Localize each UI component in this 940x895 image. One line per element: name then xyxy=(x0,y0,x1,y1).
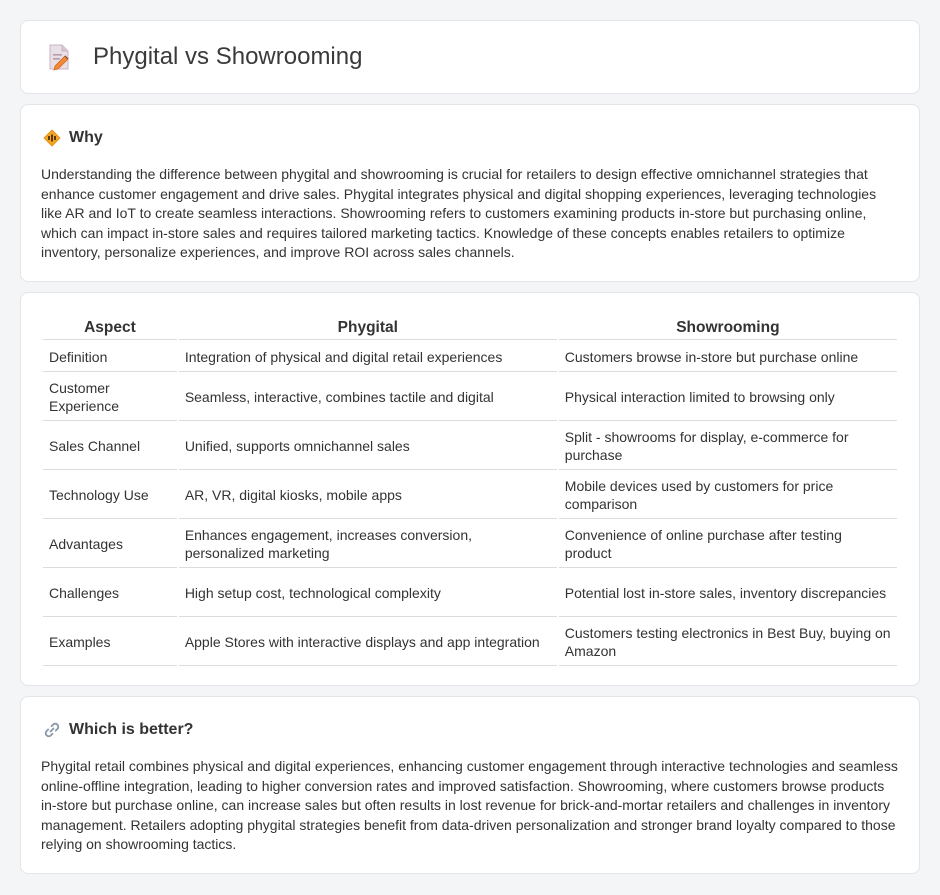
cell-phygital: Enhances engagement, increases conversion, personalized marketing xyxy=(179,521,557,568)
cell-showrooming: Physical interaction limited to browsing only xyxy=(559,374,897,421)
cell-showrooming: Mobile devices used by customers for price comparison xyxy=(559,472,897,519)
why-header xyxy=(43,129,103,147)
document-edit-icon xyxy=(47,43,71,71)
cell-phygital: Unified, supports omnichannel sales xyxy=(179,423,557,470)
cell-aspect: Sales Channel xyxy=(43,423,177,470)
header-phygital: Phygital xyxy=(179,317,557,340)
table-row xyxy=(43,342,897,372)
why-text: Understanding the difference between phygital and showrooming is crucial for retailers to design effective omnichannel strategies that enhance customer engagement and drive sales. Phygital integrates physical and digital shopping experiences, leveraging technologies like AR and IoT to create seamless interactions. Showrooming refers to customers examining products in-store but purchasing online, which can impact in-store sales and requires tailored marketing tactics. Knowledge of these concepts enables retailers to optimize inventory, personalize experiences, and improve ROI across sales channels. xyxy=(41,166,877,261)
table-row xyxy=(43,619,897,666)
cell-phygital: Seamless, interactive, combines tactile and digital xyxy=(179,374,557,421)
table-row xyxy=(43,570,897,617)
cell-showrooming: Potential lost in-store sales, inventory discrepancies xyxy=(559,570,897,617)
table-row xyxy=(43,521,897,568)
why-card xyxy=(20,104,920,282)
page-title: Phygital vs Showrooming xyxy=(93,43,363,70)
cell-aspect: Challenges xyxy=(43,570,177,617)
cell-phygital: Apple Stores with interactive displays and app integration xyxy=(179,619,557,666)
cell-aspect: Definition xyxy=(43,342,177,372)
cell-phygital: High setup cost, technological complexity xyxy=(179,570,557,617)
cell-phygital: Integration of physical and digital retail experiences xyxy=(179,342,557,372)
cell-showrooming: Convenience of online purchase after testing product xyxy=(559,521,897,568)
cell-showrooming: Customers testing electronics in Best Buy, buying on Amazon xyxy=(559,619,897,666)
why-title: Why xyxy=(69,129,103,146)
cell-phygital: AR, VR, digital kiosks, mobile apps xyxy=(179,472,557,519)
better-header xyxy=(43,721,193,739)
cell-aspect: Technology Use xyxy=(43,472,177,519)
header-showrooming: Showrooming xyxy=(559,317,897,340)
cell-aspect: Examples xyxy=(43,619,177,666)
cell-showrooming: Split - showrooms for display, e-commerce for purchase xyxy=(559,423,897,470)
table-row xyxy=(43,374,897,421)
cell-showrooming: Customers browse in-store but purchase online xyxy=(559,342,897,372)
cell-aspect: Advantages xyxy=(43,521,177,568)
link-icon xyxy=(43,721,61,739)
diamond-signal-icon xyxy=(43,129,61,147)
table-row xyxy=(43,472,897,519)
which-better-card xyxy=(20,696,920,874)
table-row xyxy=(43,423,897,470)
title-card xyxy=(20,20,920,94)
header-aspect: Aspect xyxy=(43,317,177,340)
title-row xyxy=(47,43,362,71)
comparison-card xyxy=(20,292,920,686)
table-header-row xyxy=(43,317,897,340)
comparison-table xyxy=(41,315,899,668)
better-title: Which is better? xyxy=(69,721,194,738)
cell-aspect: Customer Experience xyxy=(43,374,177,421)
better-text: Phygital retail combines physical and digital experiences, enhancing customer engagement through interactive technologies and seamless online-offline integration, leading to higher conversion rates and improved satisfaction. Showrooming, where customers browse products in-store but purchase online, can increase sales but often results in lost revenue for brick-and-mortar retailers and challenges in inventory management. Retailers adopting phygital strategies benefit from data-driven personalization and stronger brand loyalty compared to those relying on showrooming tactics. xyxy=(41,758,898,853)
